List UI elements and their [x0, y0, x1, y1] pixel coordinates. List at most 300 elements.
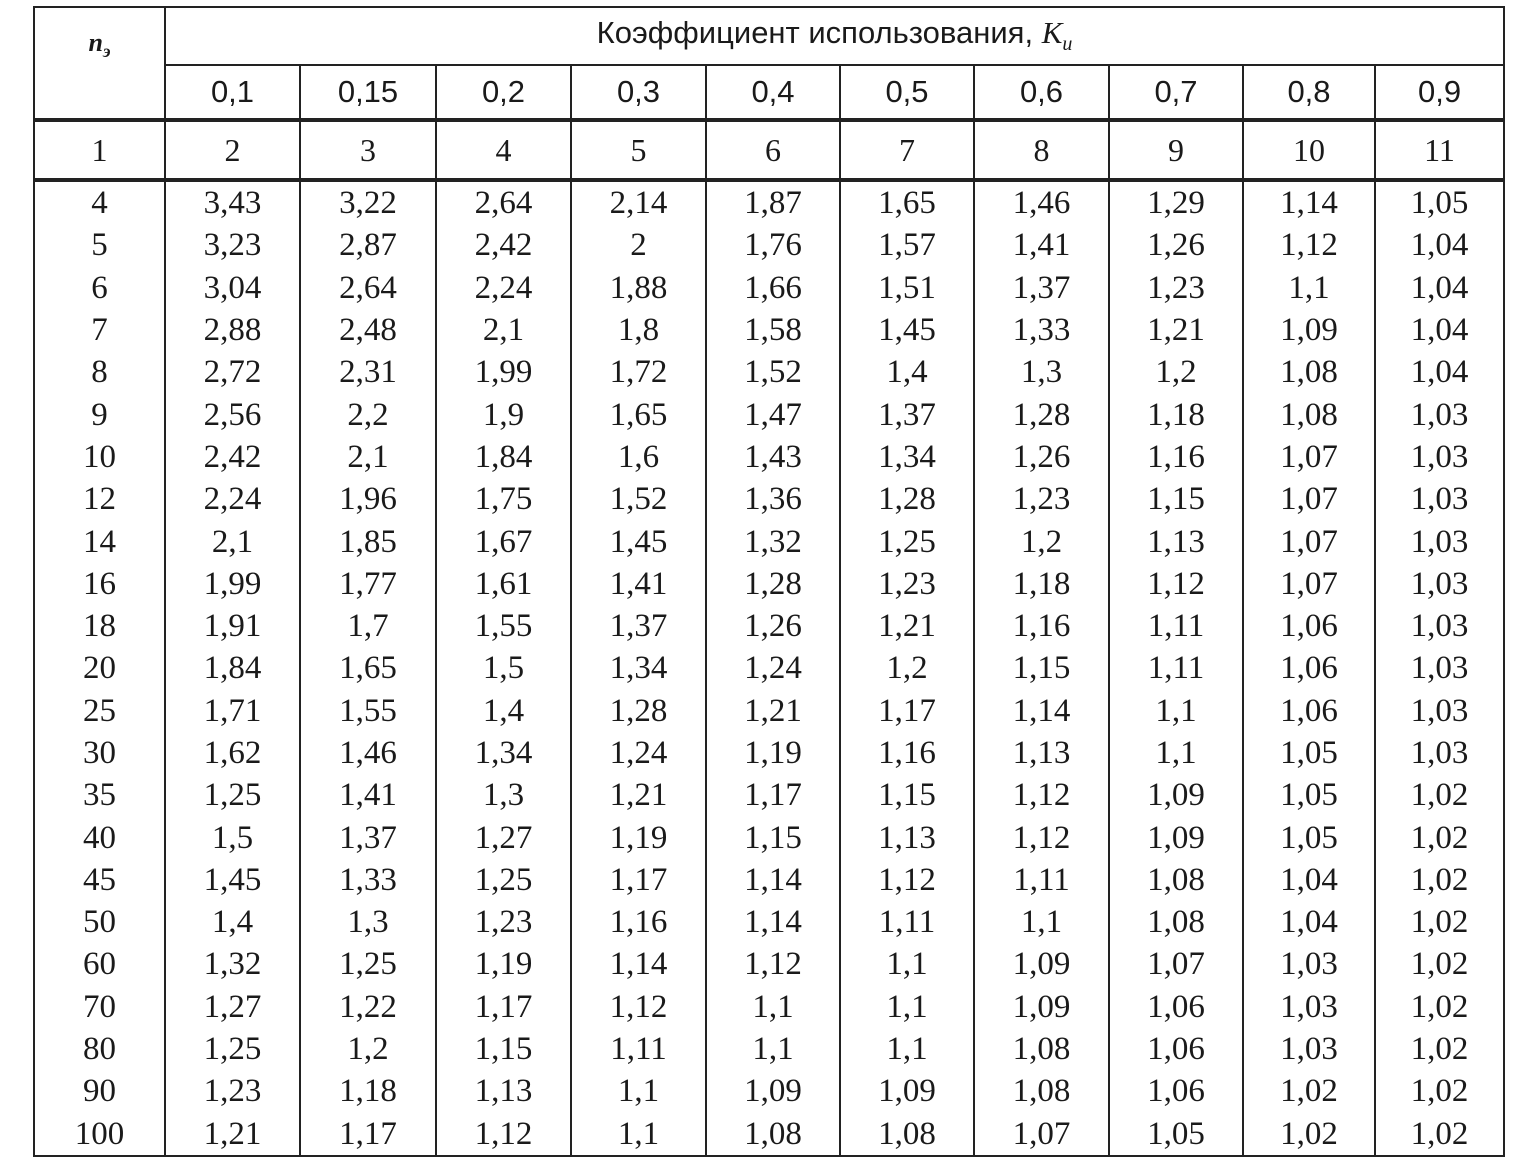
coefficient-cell: 1,02: [1375, 774, 1504, 816]
coefficient-cell: 1,6: [571, 436, 706, 478]
coefficient-cell: 1,1: [974, 901, 1109, 943]
coefficient-cell: 1,28: [706, 563, 840, 605]
coefficient-cell: 1,26: [974, 436, 1109, 478]
coefficient-cell: 1,7: [300, 605, 436, 647]
table-row: [34, 224, 1504, 266]
coefficient-cell: 1,04: [1375, 309, 1504, 351]
coefficient-cell: 1,21: [706, 690, 840, 732]
ne-value-cell: 35: [34, 774, 165, 816]
coefficient-cell: 1,99: [436, 351, 571, 393]
coefficient-cell: 1,85: [300, 520, 436, 562]
coefficient-cell: 1,08: [1109, 901, 1243, 943]
coefficient-cell: 1,18: [974, 563, 1109, 605]
coefficient-cell: 1,04: [1375, 267, 1504, 309]
coefficient-cell: 1,71: [165, 690, 300, 732]
coefficient-cell: 1,08: [974, 1070, 1109, 1112]
coefficient-cell: 1,37: [300, 816, 436, 858]
coefficient-cell: 1,11: [974, 859, 1109, 901]
ne-value-cell: 9: [34, 393, 165, 435]
coefficient-cell: 1,2: [1109, 351, 1243, 393]
coefficient-cell: 1,45: [165, 859, 300, 901]
coefficient-cell: 1,12: [706, 943, 840, 985]
coefficient-cell: 1,15: [840, 774, 974, 816]
coefficient-cell: 1,3: [436, 774, 571, 816]
coefficient-cell: 1,1: [706, 986, 840, 1028]
coefficient-cell: 1,91: [165, 605, 300, 647]
coefficient-cell: 1,03: [1243, 986, 1375, 1028]
coefficient-cell: 1,13: [974, 732, 1109, 774]
title-k-subscript: и: [1062, 33, 1073, 56]
coefficient-cell: 1,04: [1375, 351, 1504, 393]
coefficient-cell: 1,22: [300, 986, 436, 1028]
coefficient-cell: 1,16: [974, 605, 1109, 647]
coefficient-cell: 1,1: [1109, 732, 1243, 774]
table-row: [34, 732, 1504, 774]
coefficient-cell: 1,05: [1243, 732, 1375, 774]
coefficient-cell: 1,02: [1375, 859, 1504, 901]
coefficient-cell: 1,57: [840, 224, 974, 266]
coefficient-cell: 1,06: [1243, 605, 1375, 647]
ne-value-cell: 50: [34, 901, 165, 943]
coefficient-cell: 2,1: [165, 520, 300, 562]
coefficient-cell: 1,05: [1109, 1113, 1243, 1156]
coefficient-cell: 1,75: [436, 478, 571, 520]
coefficient-cell: 1,05: [1243, 816, 1375, 858]
column-number-cell: 8: [974, 120, 1109, 180]
ne-value-cell: 80: [34, 1028, 165, 1070]
coefficient-cell: 1,09: [1243, 309, 1375, 351]
coefficient-cell: 1,55: [300, 690, 436, 732]
coefficient-cell: 1,21: [1109, 309, 1243, 351]
coefficient-cell: 1,1: [840, 943, 974, 985]
table-row: [34, 647, 1504, 689]
coefficient-cell: 1,27: [165, 986, 300, 1028]
coefficient-cell: 1,28: [840, 478, 974, 520]
coefficient-cell: 2: [571, 224, 706, 266]
ne-value-cell: 30: [34, 732, 165, 774]
ki-header-cell: 0,9: [1375, 65, 1504, 120]
coefficient-cell: 1,43: [706, 436, 840, 478]
table-row: [34, 436, 1504, 478]
column-number-cell: 4: [436, 120, 571, 180]
coefficient-cell: 1,51: [840, 267, 974, 309]
ne-value-cell: 6: [34, 267, 165, 309]
coefficient-cell: 2,1: [300, 436, 436, 478]
table-row: [34, 774, 1504, 816]
table-body: [34, 120, 1504, 1156]
coefficient-cell: 1,65: [840, 180, 974, 224]
coefficient-cell: 3,43: [165, 180, 300, 224]
coefficient-cell: 1,08: [974, 1028, 1109, 1070]
coefficient-cell: 1,02: [1375, 1113, 1504, 1156]
coefficient-cell: 1,37: [571, 605, 706, 647]
table-row: [34, 393, 1504, 435]
coefficient-cell: 1,02: [1243, 1113, 1375, 1156]
column-number-row: [34, 120, 1504, 180]
ne-value-cell: 60: [34, 943, 165, 985]
coefficient-cell: 2,24: [436, 267, 571, 309]
coefficient-cell: 1,04: [1243, 901, 1375, 943]
coefficient-cell: 1,28: [571, 690, 706, 732]
coefficient-cell: 1,11: [1109, 605, 1243, 647]
ne-value-cell: 5: [34, 224, 165, 266]
coefficient-cell: 1,65: [571, 393, 706, 435]
column-number-cell: 9: [1109, 120, 1243, 180]
coefficient-cell: 1,04: [1375, 224, 1504, 266]
coefficient-cell: 3,23: [165, 224, 300, 266]
ne-value-cell: 4: [34, 180, 165, 224]
coefficient-cell: 1,06: [1243, 647, 1375, 689]
table-row: [34, 309, 1504, 351]
coefficient-cell: 1,13: [1109, 520, 1243, 562]
ki-values-row: [34, 65, 1504, 120]
column-number-cell: 11: [1375, 120, 1504, 180]
coefficient-cell: 1,65: [300, 647, 436, 689]
coefficient-cell: 1,15: [974, 647, 1109, 689]
coefficient-table: [33, 6, 1505, 1157]
coefficient-cell: 1,03: [1375, 732, 1504, 774]
coefficient-cell: 1,19: [706, 732, 840, 774]
coefficient-cell: 3,22: [300, 180, 436, 224]
coefficient-cell: 1,23: [165, 1070, 300, 1112]
coefficient-cell: 1,03: [1375, 605, 1504, 647]
coefficient-cell: 1,21: [571, 774, 706, 816]
coefficient-cell: 1,11: [1109, 647, 1243, 689]
coefficient-cell: 1,1: [840, 986, 974, 1028]
coefficient-cell: 1,05: [1375, 180, 1504, 224]
coefficient-cell: 1,4: [840, 351, 974, 393]
table-title-header: [165, 7, 1504, 65]
coefficient-cell: 1,12: [571, 986, 706, 1028]
table-row: [34, 986, 1504, 1028]
table-row: [34, 690, 1504, 732]
coefficient-cell: 1,09: [974, 986, 1109, 1028]
coefficient-cell: 1,76: [706, 224, 840, 266]
corner-label: n: [88, 28, 103, 57]
coefficient-cell: 1,84: [436, 436, 571, 478]
coefficient-cell: 1,15: [1109, 478, 1243, 520]
coefficient-cell: 1,02: [1243, 1070, 1375, 1112]
coefficient-cell: 2,88: [165, 309, 300, 351]
coefficient-cell: 1,15: [706, 816, 840, 858]
table-row: [34, 180, 1504, 224]
table-row: [34, 1028, 1504, 1070]
coefficient-cell: 1,14: [706, 859, 840, 901]
coefficient-cell: 1,77: [300, 563, 436, 605]
coefficient-cell: 1,02: [1375, 1070, 1504, 1112]
coefficient-cell: 1,1: [840, 1028, 974, 1070]
corner-subscript: э: [102, 41, 111, 62]
coefficient-cell: 1,11: [840, 901, 974, 943]
column-number-cell: 1: [34, 120, 165, 180]
coefficient-cell: 1,12: [436, 1113, 571, 1156]
coefficient-cell: 1,2: [300, 1028, 436, 1070]
coefficient-cell: 1,2: [974, 520, 1109, 562]
coefficient-cell: 1,26: [706, 605, 840, 647]
coefficient-cell: 1,08: [1109, 859, 1243, 901]
coefficient-cell: 1,26: [1109, 224, 1243, 266]
table-row: [34, 267, 1504, 309]
coefficient-cell: 1,67: [436, 520, 571, 562]
ki-header-cell: 0,7: [1109, 65, 1243, 120]
coefficient-cell: 1,1: [1243, 267, 1375, 309]
coefficient-cell: 1,23: [974, 478, 1109, 520]
coefficient-cell: 1,27: [436, 816, 571, 858]
coefficient-cell: 1,04: [1243, 859, 1375, 901]
coefficient-cell: 1,07: [1243, 563, 1375, 605]
coefficient-cell: 2,56: [165, 393, 300, 435]
ne-value-cell: 12: [34, 478, 165, 520]
coefficient-cell: 1,21: [840, 605, 974, 647]
coefficient-cell: 1,03: [1375, 436, 1504, 478]
coefficient-cell: 1,16: [1109, 436, 1243, 478]
column-number-cell: 2: [165, 120, 300, 180]
coefficient-cell: 1,96: [300, 478, 436, 520]
coefficient-cell: 2,87: [300, 224, 436, 266]
coefficient-cell: 1,41: [300, 774, 436, 816]
coefficient-cell: 1,08: [1243, 393, 1375, 435]
coefficient-cell: 1,25: [840, 520, 974, 562]
coefficient-cell: 1,61: [436, 563, 571, 605]
coefficient-cell: 1,3: [974, 351, 1109, 393]
coefficient-cell: 1,12: [1109, 563, 1243, 605]
coefficient-cell: 1,03: [1375, 478, 1504, 520]
coefficient-cell: 1,07: [1243, 436, 1375, 478]
coefficient-cell: 2,42: [436, 224, 571, 266]
coefficient-cell: 1,72: [571, 351, 706, 393]
column-number-cell: 7: [840, 120, 974, 180]
column-number-cell: 3: [300, 120, 436, 180]
coefficient-cell: 1,58: [706, 309, 840, 351]
coefficient-cell: 1,12: [1243, 224, 1375, 266]
coefficient-cell: 1,17: [300, 1113, 436, 1156]
coefficient-cell: 1,34: [840, 436, 974, 478]
coefficient-cell: 1,02: [1375, 816, 1504, 858]
coefficient-cell: 1,05: [1243, 774, 1375, 816]
coefficient-cell: 1,23: [1109, 267, 1243, 309]
ki-header-cell: 0,4: [706, 65, 840, 120]
coefficient-cell: 2,72: [165, 351, 300, 393]
table-row: [34, 1070, 1504, 1112]
table-row: [34, 351, 1504, 393]
title-k: K: [1041, 15, 1063, 51]
coefficient-cell: 1,4: [165, 901, 300, 943]
coefficient-cell: 1,32: [706, 520, 840, 562]
coefficient-cell: 1,29: [1109, 180, 1243, 224]
coefficient-cell: 2,48: [300, 309, 436, 351]
coefficient-cell: 1,33: [300, 859, 436, 901]
coefficient-cell: 1,37: [840, 393, 974, 435]
coefficient-cell: 2,42: [165, 436, 300, 478]
coefficient-cell: 1,12: [840, 859, 974, 901]
coefficient-cell: 1,52: [571, 478, 706, 520]
coefficient-cell: 1,87: [706, 180, 840, 224]
coefficient-cell: 1,1: [706, 1028, 840, 1070]
ne-value-cell: 100: [34, 1113, 165, 1156]
ne-value-cell: 25: [34, 690, 165, 732]
coefficient-cell: 1,09: [1109, 774, 1243, 816]
coefficient-cell: 3,04: [165, 267, 300, 309]
table-row: [34, 859, 1504, 901]
coefficient-cell: 1,37: [974, 267, 1109, 309]
coefficient-cell: 1,23: [840, 563, 974, 605]
coefficient-cell: 2,14: [571, 180, 706, 224]
coefficient-cell: 1,09: [974, 943, 1109, 985]
table-row: [34, 563, 1504, 605]
coefficient-cell: 2,31: [300, 351, 436, 393]
coefficient-cell: 1,66: [706, 267, 840, 309]
coefficient-cell: 1,17: [706, 774, 840, 816]
coefficient-cell: 1,03: [1375, 563, 1504, 605]
ki-header-cell: 0,3: [571, 65, 706, 120]
table-row: [34, 605, 1504, 647]
coefficient-cell: 1,5: [436, 647, 571, 689]
coefficient-cell: 2,2: [300, 393, 436, 435]
table-row: [34, 1113, 1504, 1156]
coefficient-cell: 1,16: [571, 901, 706, 943]
coefficient-cell: 1,12: [974, 774, 1109, 816]
ne-value-cell: 45: [34, 859, 165, 901]
coefficient-cell: 1,46: [974, 180, 1109, 224]
coefficient-cell: 1,24: [571, 732, 706, 774]
ne-value-cell: 40: [34, 816, 165, 858]
coefficient-cell: 1,07: [1243, 520, 1375, 562]
coefficient-cell: 1,21: [165, 1113, 300, 1156]
coefficient-cell: 1,45: [840, 309, 974, 351]
coefficient-cell: 1,25: [436, 859, 571, 901]
coefficient-cell: 1,45: [571, 520, 706, 562]
coefficient-cell: 1,13: [840, 816, 974, 858]
coefficient-cell: 1,14: [571, 943, 706, 985]
coefficient-table-container: [33, 6, 1503, 1157]
coefficient-cell: 1,24: [706, 647, 840, 689]
coefficient-cell: 1,47: [706, 393, 840, 435]
coefficient-cell: 1,34: [436, 732, 571, 774]
column-number-cell: 5: [571, 120, 706, 180]
coefficient-cell: 1,25: [300, 943, 436, 985]
table-row: [34, 478, 1504, 520]
coefficient-cell: 1,3: [300, 901, 436, 943]
coefficient-cell: 1,99: [165, 563, 300, 605]
coefficient-cell: 1,8: [571, 309, 706, 351]
ne-value-cell: 18: [34, 605, 165, 647]
coefficient-cell: 2,64: [436, 180, 571, 224]
ne-value-cell: 16: [34, 563, 165, 605]
coefficient-cell: 1,03: [1243, 943, 1375, 985]
coefficient-cell: 2,1: [436, 309, 571, 351]
coefficient-cell: 1,13: [436, 1070, 571, 1112]
coefficient-cell: 1,14: [1243, 180, 1375, 224]
coefficient-cell: 1,03: [1375, 647, 1504, 689]
coefficient-cell: 1,03: [1375, 520, 1504, 562]
coefficient-cell: 1,9: [436, 393, 571, 435]
coefficient-cell: 1,02: [1375, 943, 1504, 985]
coefficient-cell: 1,06: [1109, 1070, 1243, 1112]
coefficient-cell: 1,18: [1109, 393, 1243, 435]
coefficient-cell: 1,62: [165, 732, 300, 774]
ne-value-cell: 90: [34, 1070, 165, 1112]
coefficient-cell: 1,32: [165, 943, 300, 985]
coefficient-cell: 1,14: [706, 901, 840, 943]
ki-header-cell: 0,15: [300, 65, 436, 120]
coefficient-cell: 1,88: [571, 267, 706, 309]
coefficient-cell: 1,1: [571, 1070, 706, 1112]
coefficient-cell: 1,25: [165, 774, 300, 816]
coefficient-cell: 1,17: [571, 859, 706, 901]
table-row: [34, 816, 1504, 858]
coefficient-cell: 1,07: [1109, 943, 1243, 985]
column-number-cell: 6: [706, 120, 840, 180]
coefficient-cell: 1,46: [300, 732, 436, 774]
coefficient-cell: 1,36: [706, 478, 840, 520]
table-row: [34, 520, 1504, 562]
coefficient-cell: 1,15: [436, 1028, 571, 1070]
coefficient-cell: 1,19: [571, 816, 706, 858]
coefficient-cell: 1,08: [840, 1113, 974, 1156]
coefficient-cell: 1,17: [840, 690, 974, 732]
coefficient-cell: 1,06: [1109, 986, 1243, 1028]
coefficient-cell: 1,12: [974, 816, 1109, 858]
coefficient-cell: 1,17: [436, 986, 571, 1028]
ne-value-cell: 20: [34, 647, 165, 689]
coefficient-cell: 1,41: [974, 224, 1109, 266]
coefficient-cell: 1,18: [300, 1070, 436, 1112]
coefficient-cell: 1,09: [706, 1070, 840, 1112]
coefficient-cell: 1,02: [1375, 986, 1504, 1028]
coefficient-cell: 1,1: [571, 1113, 706, 1156]
coefficient-cell: 1,33: [974, 309, 1109, 351]
table-row: [34, 901, 1504, 943]
coefficient-cell: 1,08: [706, 1113, 840, 1156]
ki-header-cell: 0,1: [165, 65, 300, 120]
ki-header-cell: 0,2: [436, 65, 571, 120]
coefficient-cell: 1,09: [840, 1070, 974, 1112]
coefficient-cell: 1,11: [571, 1028, 706, 1070]
ki-header-cell: 0,5: [840, 65, 974, 120]
coefficient-cell: 1,07: [1243, 478, 1375, 520]
coefficient-cell: 1,41: [571, 563, 706, 605]
coefficient-cell: 2,24: [165, 478, 300, 520]
ne-value-cell: 70: [34, 986, 165, 1028]
coefficient-cell: 1,4: [436, 690, 571, 732]
coefficient-cell: 1,09: [1109, 816, 1243, 858]
coefficient-cell: 1,03: [1375, 690, 1504, 732]
ne-value-cell: 7: [34, 309, 165, 351]
coefficient-cell: 1,25: [165, 1028, 300, 1070]
ki-header-cell: 0,6: [974, 65, 1109, 120]
coefficient-cell: 1,06: [1109, 1028, 1243, 1070]
coefficient-cell: 1,02: [1375, 1028, 1504, 1070]
ne-value-cell: 10: [34, 436, 165, 478]
ki-header-cell: 0,8: [1243, 65, 1375, 120]
coefficient-cell: 1,03: [1243, 1028, 1375, 1070]
coefficient-cell: 1,02: [1375, 901, 1504, 943]
coefficient-cell: 1,84: [165, 647, 300, 689]
corner-header-ne: [34, 7, 165, 120]
coefficient-cell: 1,16: [840, 732, 974, 774]
coefficient-cell: 1,5: [165, 816, 300, 858]
coefficient-cell: 1,34: [571, 647, 706, 689]
column-number-cell: 10: [1243, 120, 1375, 180]
coefficient-cell: 1,28: [974, 393, 1109, 435]
coefficient-cell: 1,08: [1243, 351, 1375, 393]
coefficient-cell: 1,14: [974, 690, 1109, 732]
title-text: Коэффициент использования,: [596, 15, 1042, 51]
coefficient-cell: 1,07: [974, 1113, 1109, 1156]
table-row: [34, 943, 1504, 985]
coefficient-cell: 2,64: [300, 267, 436, 309]
coefficient-cell: 1,55: [436, 605, 571, 647]
